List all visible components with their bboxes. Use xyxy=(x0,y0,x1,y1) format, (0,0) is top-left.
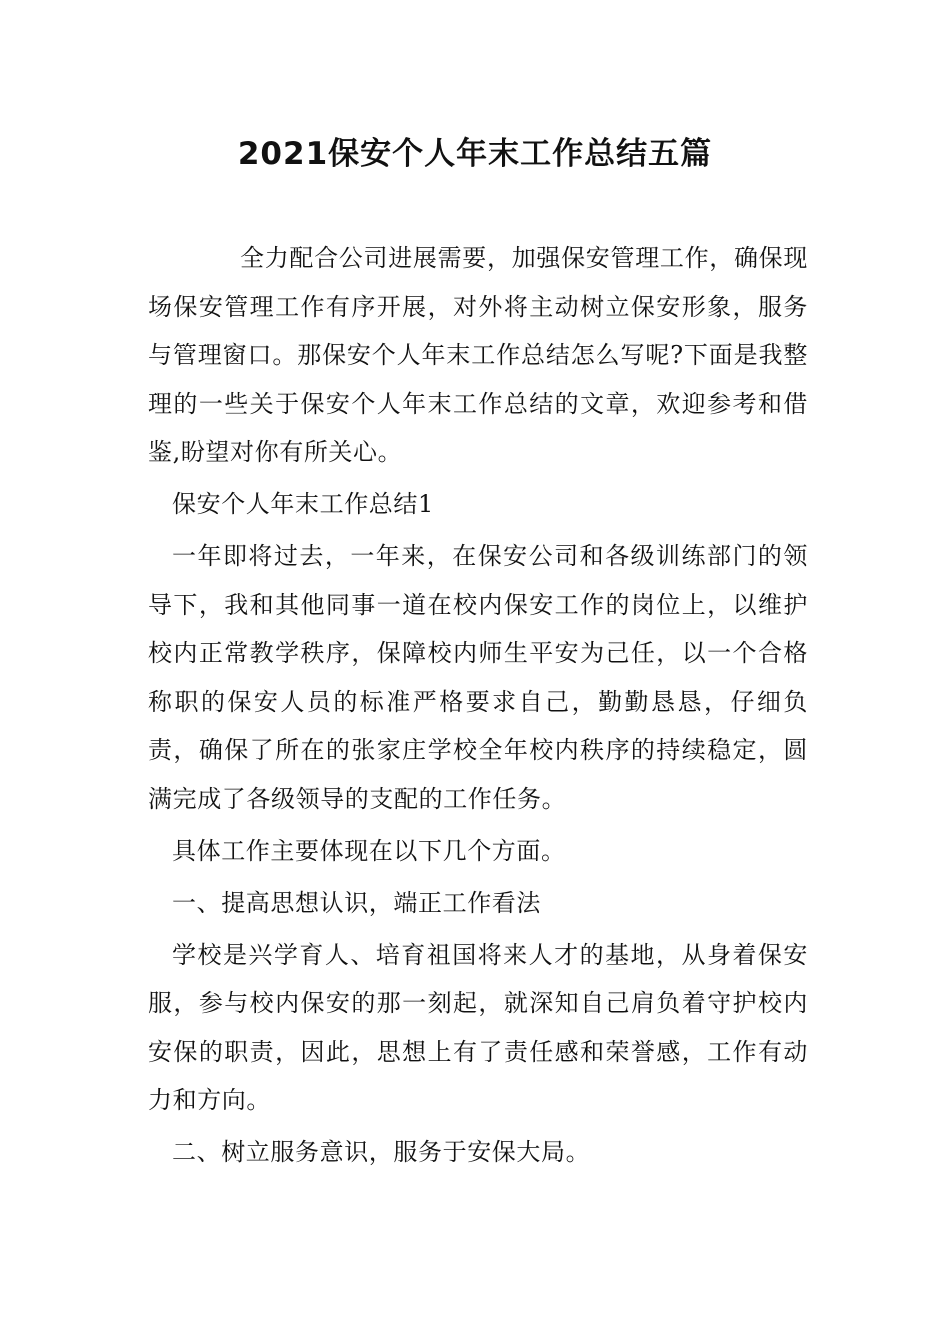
section-heading-summary-1: 保安个人年末工作总结1 xyxy=(172,490,434,518)
body-paragraph: 具体工作主要体现在以下几个方面。 xyxy=(172,836,566,865)
section-heading: 二、树立服务意识，服务于安保大局。 xyxy=(172,1138,591,1166)
body-paragraph: 学校是兴学育人、培育祖国将来人才的基地，从身着保安服，参与校内保安的那一刻起，就深知自己肩负着守护校内安保的职责，因此，思想上有了责任感和荣誉感，工作有动力和方向。 xyxy=(148,940,808,1114)
section-heading: 一、提高思想认识，端正工作看法 xyxy=(172,888,541,917)
document-body xyxy=(148,234,808,1180)
body-paragraph: 一年即将过去，一年来，在保安公司和各级训练部门的领导下，我和其他同事一道在校内保安工作的岗位上，以维护校内正常教学秩序，保障校内师生平安为己任，以一个合格称职的保安人员的标准严格要求自己，勤勤恳恳，仔细负责，确保了所在的张家庄学校全年校内秩序的持续稳定，圆满完成了各级领导的支配的工作任务。 xyxy=(148,542,808,813)
intro-paragraph: 全力配合公司进展需要，加强保安管理工作，确保现场保安管理工作有序开展，对外将主动树立保安形象，服务与管理窗口。那保安个人年末工作总结怎么写呢?下面是我整理的一些关于保安个人年末工作总结的文章，欢迎参考和借鉴,盼望对你有所关心。 xyxy=(148,244,808,466)
document-title: 2021保安个人年末工作总结五篇 xyxy=(237,136,713,172)
